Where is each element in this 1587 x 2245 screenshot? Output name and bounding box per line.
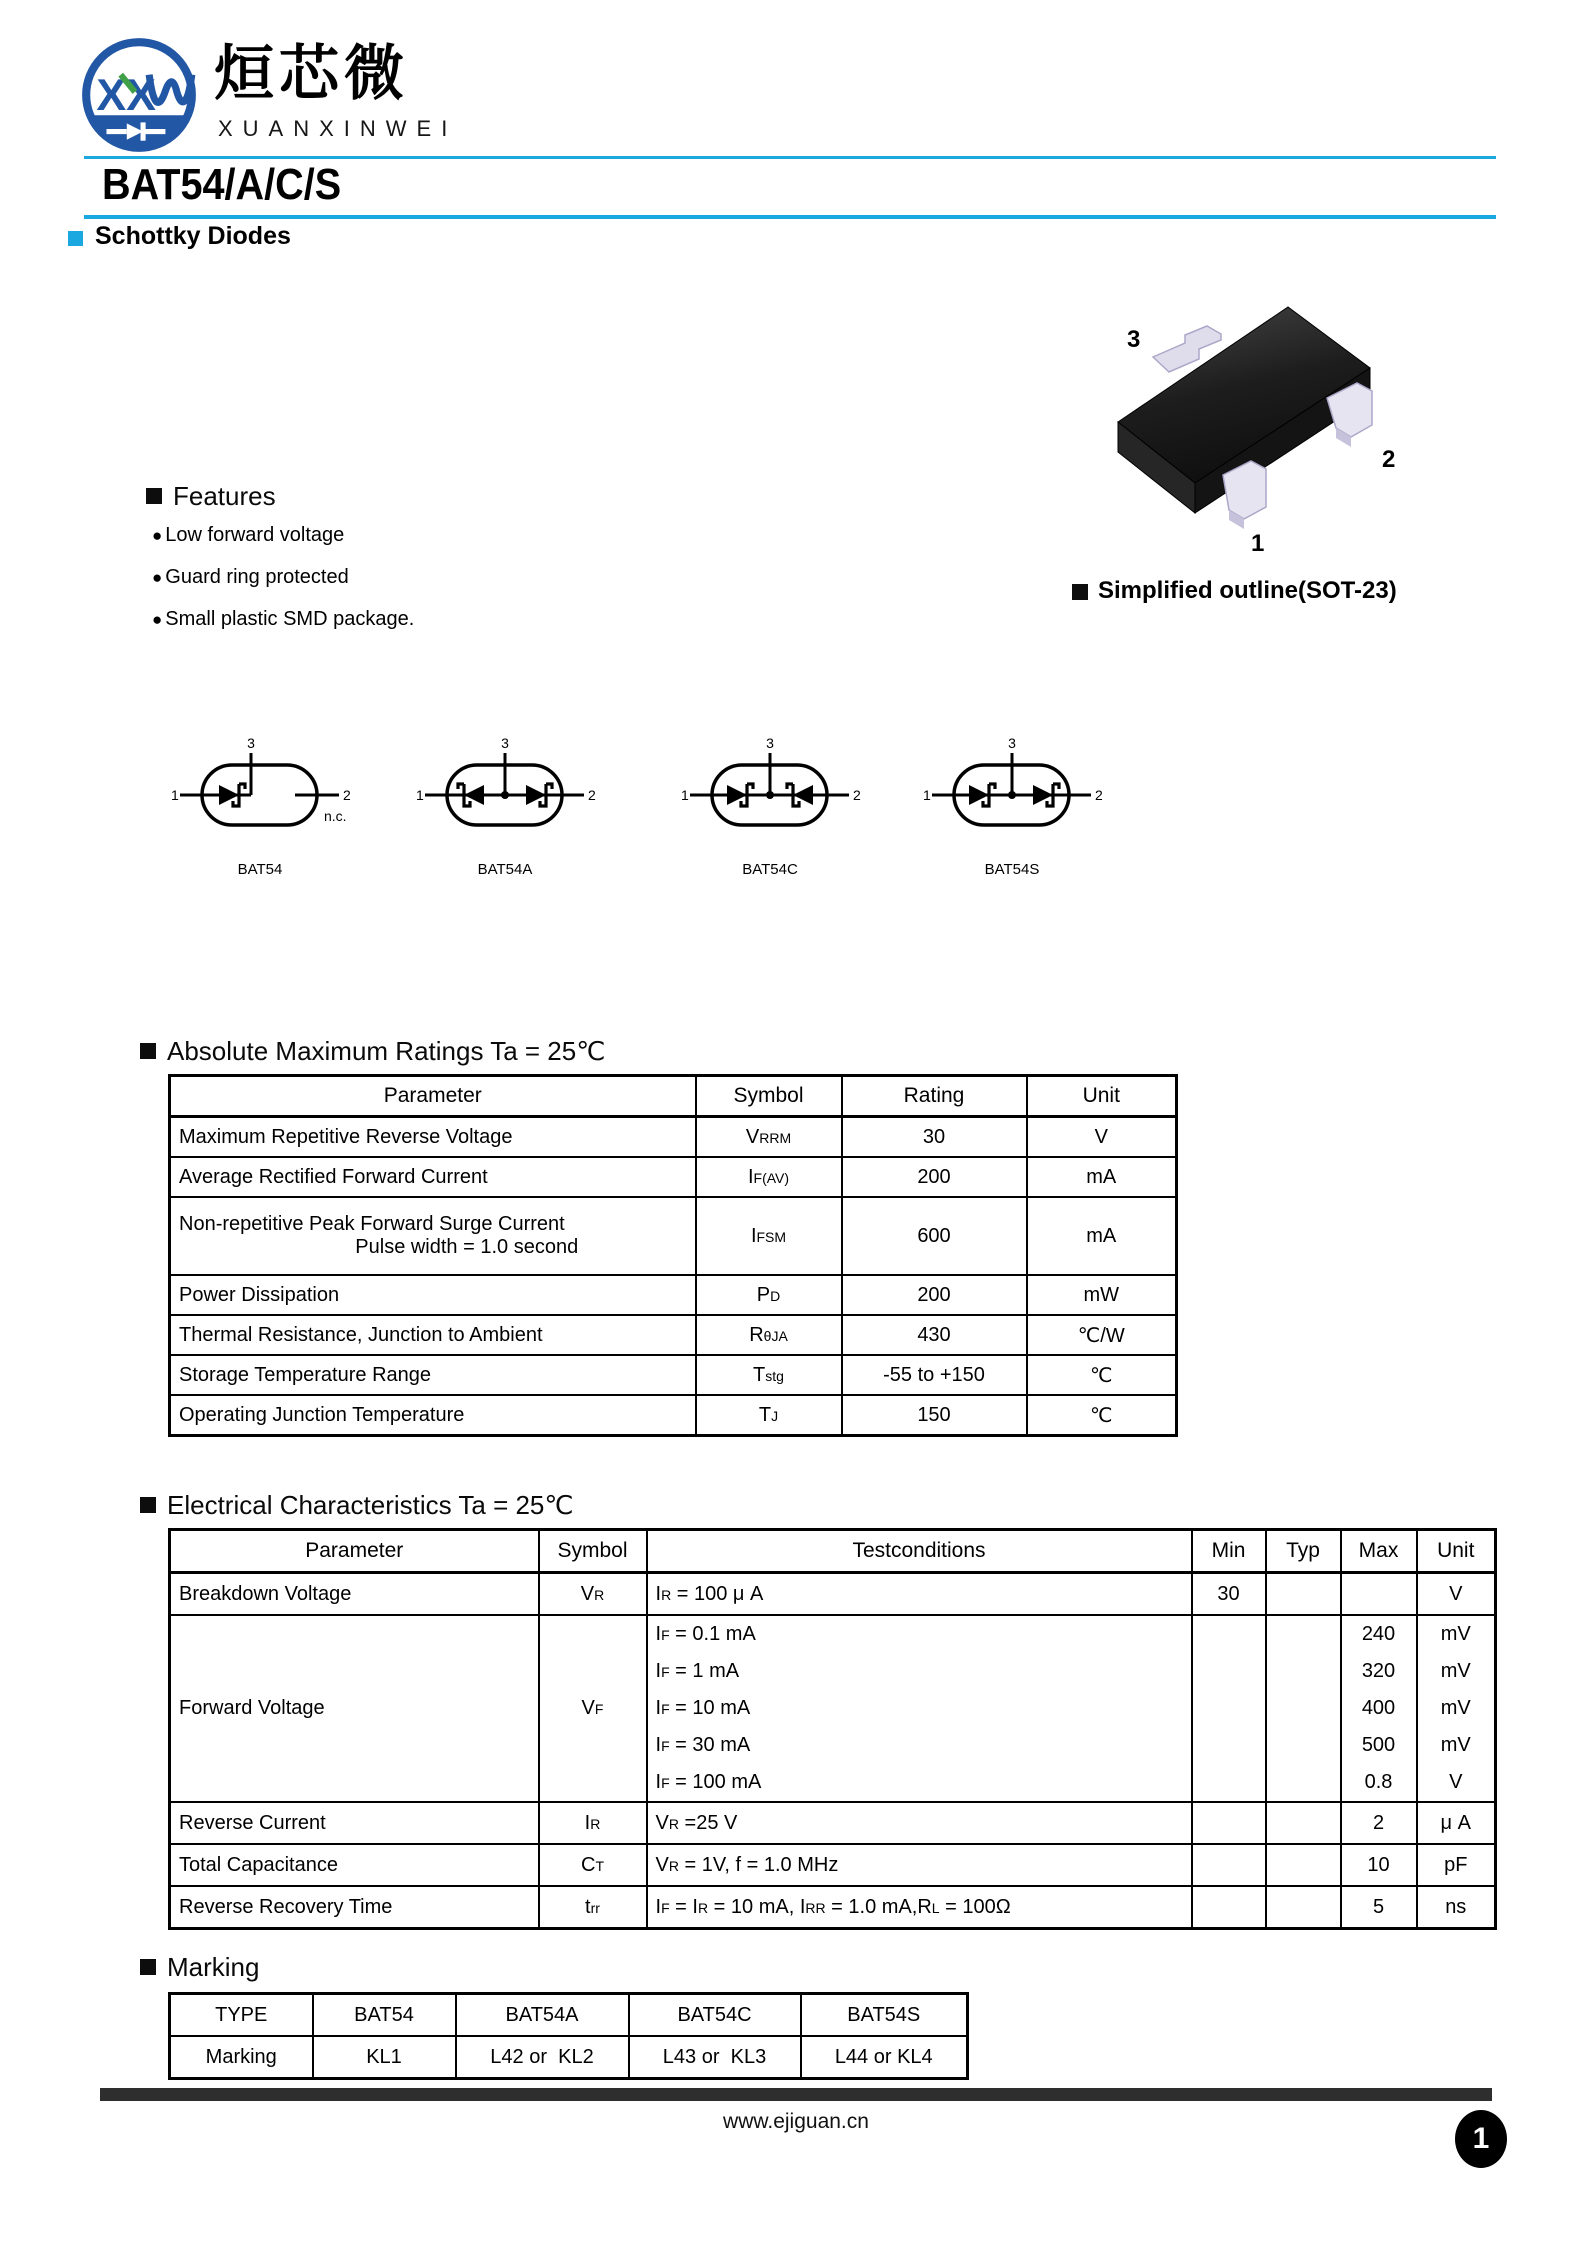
cell-marking-value: KL1: [313, 2036, 456, 2079]
abs-max-row: [170, 1275, 1177, 1315]
cell-min: [1192, 1844, 1266, 1886]
cell-rating: 30: [842, 1117, 1027, 1158]
cell-symbol: TJ: [696, 1395, 842, 1436]
cell-unit: ℃/W: [1027, 1315, 1177, 1355]
feature-item: [152, 566, 349, 589]
feature-bullet-icon: ●: [152, 568, 163, 587]
marking-type-row: [170, 1994, 968, 2037]
abs-max-row: [170, 1355, 1177, 1395]
cell-unit: ns: [1417, 1886, 1496, 1929]
col-header: Min: [1192, 1530, 1266, 1573]
col-header: Unit: [1027, 1076, 1177, 1117]
cell-min: 30: [1192, 1573, 1266, 1616]
device-name-label: BAT54A: [477, 861, 533, 878]
cell-unit: mV mV mV mV V: [1417, 1615, 1496, 1802]
abs-max-table: [168, 1074, 1178, 1437]
cell-typ: [1266, 1573, 1341, 1616]
abs-max-row: [170, 1315, 1177, 1355]
cell-conditions: VR =25 V: [647, 1802, 1192, 1844]
cell-symbol: trr: [539, 1886, 647, 1929]
company-name-en: XUANXINWEI: [218, 116, 458, 141]
abs-max-title: Absolute Maximum Ratings Ta = 25℃: [167, 1036, 606, 1066]
abs-max-row: [170, 1157, 1177, 1197]
marking-value-row: [170, 2036, 968, 2079]
cell-conditions: IF = IR = 10 mA, IRR = 1.0 mA,RL = 100Ω: [647, 1886, 1192, 1929]
package-pin1-label: 1: [1251, 530, 1265, 557]
diode-schematic-svg: [167, 733, 397, 883]
logo-xx-text: XX: [96, 71, 156, 121]
col-header: Symbol: [696, 1076, 842, 1117]
cell-max: 2: [1341, 1802, 1417, 1844]
company-name-cn: 烜芯微: [214, 40, 409, 107]
cell-parameter: Reverse Recovery Time: [170, 1886, 539, 1929]
cell-symbol: PD: [696, 1275, 842, 1315]
cell-unit: ℃: [1027, 1355, 1177, 1395]
cell-parameter: Operating Junction Temperature: [170, 1395, 696, 1436]
col-header: Testconditions: [647, 1530, 1192, 1573]
electrical-row: [170, 1802, 1496, 1844]
marking-table-wrap: [168, 1992, 969, 2080]
cell-conditions: IF = 0.1 mA IF = 1 mA IF = 10 mA IF = 30 mA IF = 100 mA: [647, 1615, 1192, 1802]
pin-label: 1: [171, 787, 179, 803]
cell-typ: [1266, 1802, 1341, 1844]
outline-label: Simplified outline(SOT-23): [1098, 577, 1397, 604]
header-rule-top: [84, 156, 1496, 159]
pin-label: 2: [588, 787, 596, 803]
cell-unit: ℃: [1027, 1395, 1177, 1436]
cell-typ: [1266, 1844, 1341, 1886]
pin-label: 1: [923, 787, 931, 803]
cell-unit: mW: [1027, 1275, 1177, 1315]
cell-typ: [1266, 1615, 1341, 1802]
electrical-table: [168, 1528, 1497, 1930]
cell-rating: 200: [842, 1275, 1027, 1315]
col-header: Symbol: [539, 1530, 647, 1573]
cell-symbol: VRRM: [696, 1117, 842, 1158]
cell-rating: -55 to +150: [842, 1355, 1027, 1395]
electrical-row: [170, 1573, 1496, 1616]
cell-parameter: Maximum Repetitive Reverse Voltage: [170, 1117, 696, 1158]
marking-title: Marking: [167, 1952, 260, 1982]
cell-parameter: Forward Voltage: [170, 1615, 539, 1802]
cell-type: BAT54A: [456, 1994, 629, 2037]
cell-symbol: IR: [539, 1802, 647, 1844]
pin-label: 1: [416, 787, 424, 803]
cell-symbol: VR: [539, 1573, 647, 1616]
abs-max-table-wrap: [168, 1074, 1178, 1437]
cell-max: 240 320 400 500 0.8: [1341, 1615, 1417, 1802]
cell-unit: pF: [1417, 1844, 1496, 1886]
pin-label: 3: [1008, 735, 1016, 751]
page-number-badge: 1: [1455, 2110, 1507, 2168]
pin-label: 2: [1095, 787, 1103, 803]
col-header: Parameter: [170, 1530, 539, 1573]
feature-item: [152, 608, 414, 631]
col-header: Parameter: [170, 1076, 696, 1117]
cell-parameter: Breakdown Voltage: [170, 1573, 539, 1616]
electrical-title: Electrical Characteristics Ta = 25℃: [167, 1490, 574, 1520]
features-bullet-icon: [146, 488, 162, 504]
diode-schematic-bat54a: [412, 733, 642, 888]
cell-rating: 600: [842, 1197, 1027, 1275]
electrical-row: [170, 1615, 1496, 1802]
feature-bullet-icon: ●: [152, 610, 163, 629]
cell-symbol: RθJA: [696, 1315, 842, 1355]
abs-max-row: [170, 1117, 1177, 1158]
col-header: Max: [1341, 1530, 1417, 1573]
electrical-table-wrap: [168, 1528, 1497, 1930]
cell-parameter: Average Rectified Forward Current: [170, 1157, 696, 1197]
cell-rating: 150: [842, 1395, 1027, 1436]
cell-symbol: IF(AV): [696, 1157, 842, 1197]
cell-marking-label: Marking: [170, 2036, 313, 2079]
cell-type: BAT54S: [801, 1994, 968, 2037]
cell-symbol: VF: [539, 1615, 647, 1802]
table-header-row: [170, 1076, 1177, 1117]
pin-label: 3: [247, 735, 255, 751]
header-rule-bottom: [84, 215, 1496, 219]
cell-max: 5: [1341, 1886, 1417, 1929]
table-header-row: [170, 1530, 1496, 1573]
outline-bullet-icon: [1072, 584, 1088, 600]
cell-unit: V: [1027, 1117, 1177, 1158]
abs-max-row: [170, 1197, 1177, 1275]
feature-item: [152, 524, 344, 547]
feature-item-label: Low forward voltage: [165, 524, 345, 546]
subtitle-bullet-icon: [68, 231, 83, 246]
cell-conditions: VR = 1V, f = 1.0 MHz: [647, 1844, 1192, 1886]
abs-max-bullet-icon: [140, 1043, 156, 1059]
feature-bullet-icon: ●: [152, 526, 163, 545]
package-illustration: [1085, 295, 1405, 565]
cell-conditions: IR = 100 μ A: [647, 1573, 1192, 1616]
company-logo: [76, 34, 202, 160]
cell-max: 10: [1341, 1844, 1417, 1886]
cell-parameter: Storage Temperature Range: [170, 1355, 696, 1395]
device-name-label: BAT54S: [984, 861, 1040, 878]
col-header: Unit: [1417, 1530, 1496, 1573]
features-title: Features: [173, 481, 276, 511]
pin-label: 1: [681, 787, 689, 803]
footer-url: www.ejiguan.cn: [723, 2110, 869, 2133]
diode-schematic-svg: [677, 733, 907, 883]
marking-table: [168, 1992, 969, 2080]
pin-label: 2: [853, 787, 861, 803]
cell-parameter: Total Capacitance: [170, 1844, 539, 1886]
cell-min: [1192, 1886, 1266, 1929]
nc-label: n.c.: [324, 808, 347, 824]
diode-schematic-svg: [919, 733, 1149, 883]
electrical-row: [170, 1886, 1496, 1929]
cell-parameter: Power Dissipation: [170, 1275, 696, 1315]
cell-rating: 430: [842, 1315, 1027, 1355]
col-header: Rating: [842, 1076, 1027, 1117]
package-pin2-label: 2: [1382, 446, 1396, 473]
cell-parameter: Thermal Resistance, Junction to Ambient: [170, 1315, 696, 1355]
device-name-label: BAT54: [237, 861, 283, 878]
electrical-row: [170, 1844, 1496, 1886]
cell-max: [1341, 1573, 1417, 1616]
diode-schematic-svg: [412, 733, 642, 883]
footer-rule: [100, 2088, 1492, 2101]
abs-max-row: [170, 1395, 1177, 1436]
device-subtitle: Schottky Diodes: [95, 222, 291, 250]
pin-label: 3: [501, 735, 509, 751]
cell-typ: [1266, 1886, 1341, 1929]
cell-type: BAT54C: [629, 1994, 801, 2037]
diode-schematic-bat54c: [677, 733, 907, 888]
diode-schematic-bat54: [167, 733, 397, 888]
pin-label: 3: [766, 735, 774, 751]
feature-item-label: Guard ring protected: [165, 566, 349, 588]
cell-symbol: CT: [539, 1844, 647, 1886]
marking-bullet-icon: [140, 1959, 156, 1975]
cell-type: BAT54: [313, 1994, 456, 2037]
cell-unit: V: [1417, 1573, 1496, 1616]
pin-label: 2: [343, 787, 351, 803]
cell-unit: mA: [1027, 1157, 1177, 1197]
cell-marking-value: L43 or KL3: [629, 2036, 801, 2079]
part-number-title: BAT54/A/C/S: [102, 160, 342, 209]
device-name-label: BAT54C: [742, 861, 798, 878]
cell-parameter: Non-repetitive Peak Forward Surge Current Pulse width = 1.0 second: [170, 1197, 696, 1275]
diode-schematic-bat54s: [919, 733, 1149, 888]
cell-symbol: Tstg: [696, 1355, 842, 1395]
cell-unit: mA: [1027, 1197, 1177, 1275]
cell-parameter: Reverse Current: [170, 1802, 539, 1844]
cell-min: [1192, 1615, 1266, 1802]
cell-rating: 200: [842, 1157, 1027, 1197]
feature-item-label: Small plastic SMD package.: [165, 608, 415, 630]
package-pin3-label: 3: [1127, 326, 1141, 353]
cell-symbol: IFSM: [696, 1197, 842, 1275]
cell-type-header: TYPE: [170, 1994, 313, 2037]
cell-min: [1192, 1802, 1266, 1844]
electrical-bullet-icon: [140, 1497, 156, 1513]
cell-unit: μ A: [1417, 1802, 1496, 1844]
cell-marking-value: L44 or KL4: [801, 2036, 968, 2079]
cell-marking-value: L42 or KL2: [456, 2036, 629, 2079]
col-header: Typ: [1266, 1530, 1341, 1573]
